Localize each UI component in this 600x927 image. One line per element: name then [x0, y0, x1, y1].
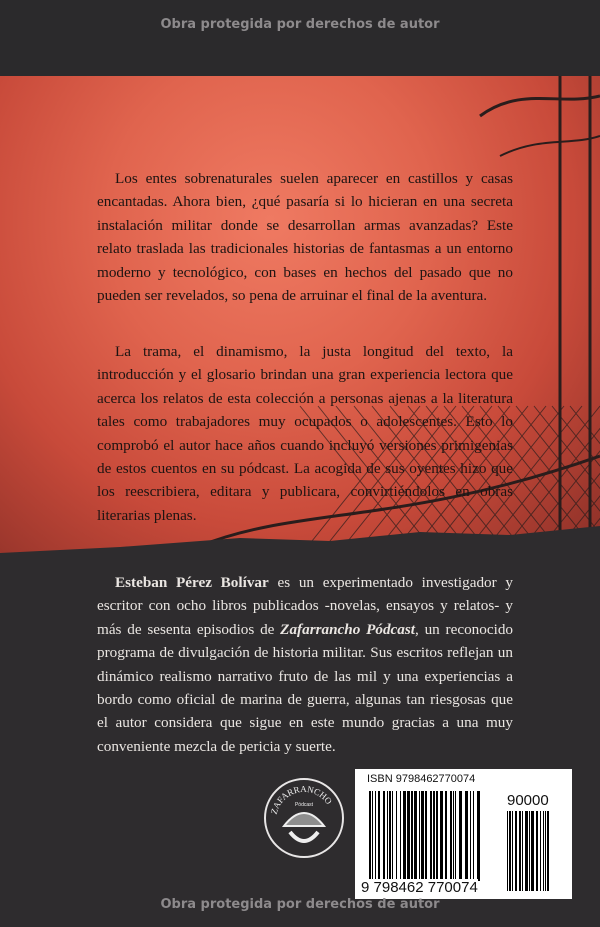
author-bio	[97, 571, 513, 758]
price-code: 90000	[507, 792, 549, 809]
podcast-name: Zafarrancho Pódcast	[280, 620, 416, 638]
svg-text:ZAFARRANCHO: ZAFARRANCHO	[268, 783, 335, 816]
svg-text:Pódcast: Pódcast	[294, 802, 314, 808]
author-bio-text-a: es un experimentado investigador y escritor con ocho libros publicados -novelas, ensayos y relatos- y más de sesenta episodios de	[97, 574, 513, 638]
author-name: Esteban Pérez Bolívar	[115, 574, 269, 591]
watermark-top: Obra protegida por derechos de autor	[160, 17, 440, 32]
synopsis-paragraph-1: Los entes sobrenaturales suelen aparecer en castillos y casas encantadas. Ahora bien, ¿qué pasaría si lo hicieran en una secreta instalación militar donde se desarrollan armas avanzadas? Este relato traslada las tradicionales historias de fantasmas a un entorno moderno y tecnológico, con bases en hechos del pasado que no pueden ser revelados, so pena de arruinar el final de la aventura.	[97, 170, 513, 305]
synopsis-paragraph-2: La trama, el dinamismo, la justa longitud del texto, la introducción y el glosario brindan una gran experiencia lectora que acerca los relatos de esta colección a personas ajenas a la literatura tales como trabajadores muy ocupados o adolescentes. Esto lo comprobó el autor hace años cuando incluyó versiones primigenias de estos cuentos en su pódcast. La acogida de sus oyentes hizo que los reescribiera, editara y publicara, convirtiéndolos en obras literarias plenas.	[97, 343, 513, 524]
isbn-label: ISBN 9798462770074	[367, 773, 476, 785]
barcode-digits: 9 798462 770074	[361, 879, 478, 896]
zafarrancho-podcast-logo	[264, 778, 344, 858]
author-bio-text-b: , un reconocido programa de divulgación de historia militar. Sus escritos reflejan un dinámico realismo narrativo fruto de las mil y una experiencias a bordo como oficial de marina de guerra, algunas tan riesgosas que el autor considera que sigue en este mundo gracias a una muy conveniente mezcla de pericia y suerte.	[97, 620, 514, 755]
isbn-barcode	[355, 769, 572, 899]
watermark-bottom: Obra protegida por derechos de autor	[160, 897, 440, 912]
top-band	[0, 0, 600, 76]
